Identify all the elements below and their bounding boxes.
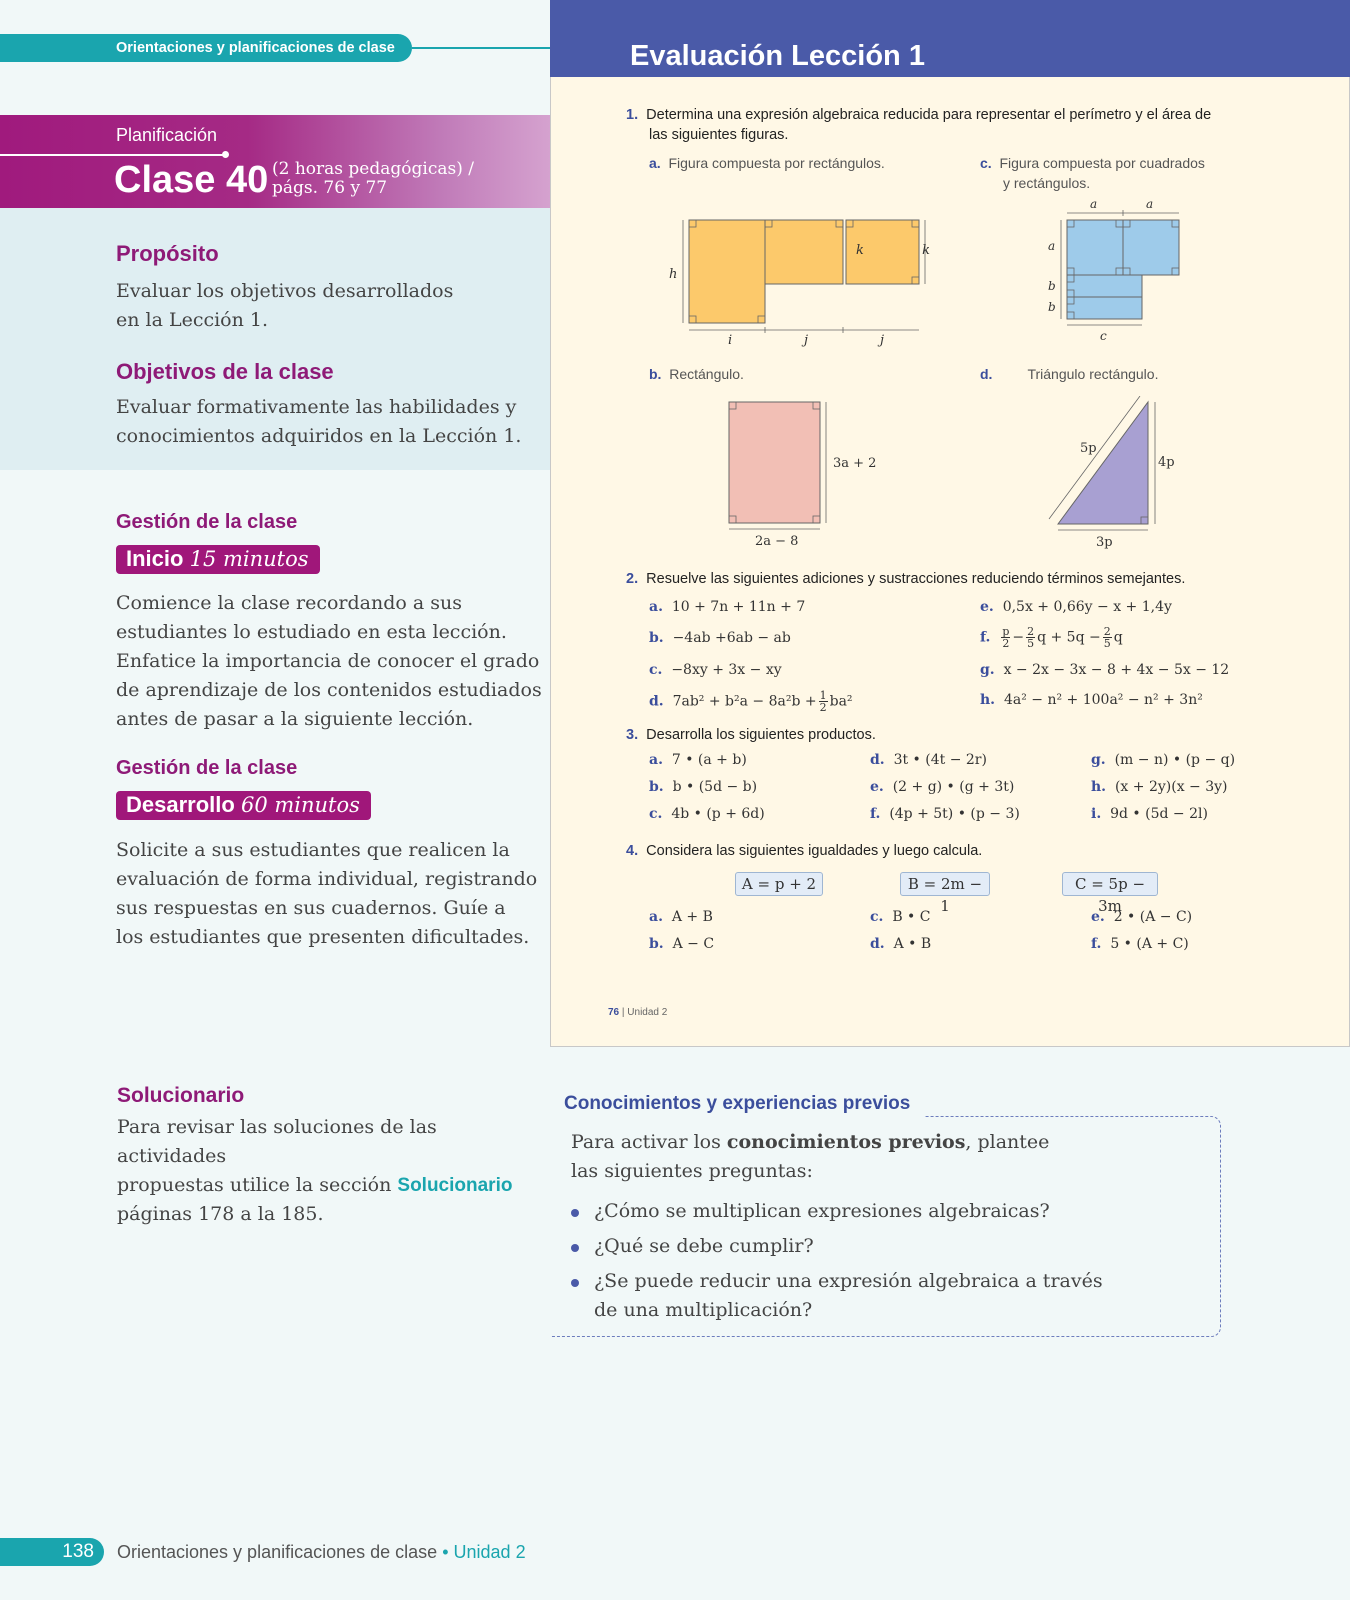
proposito-text: [116, 277, 453, 335]
figure-a: [660, 210, 930, 350]
fig-d-hyp: 5p: [1080, 441, 1097, 456]
figure-c: [1040, 196, 1200, 346]
pill-time: 15 minutos: [189, 547, 309, 571]
section-tab: Orientaciones y planificaciones de clase: [0, 34, 412, 62]
gestion1-text: [116, 589, 542, 734]
q3g: g. (m − n) • (p − q): [1091, 752, 1236, 768]
q3c: c. 4b • (p + 6d): [649, 806, 765, 822]
gestion1-line: Enfatice la importancia de conocer el grado: [116, 650, 540, 672]
objetivos-text: [116, 393, 521, 451]
figure-d: [1040, 396, 1180, 552]
gestion-title: Gestión de la clase: [116, 757, 298, 779]
conocimientos-intro: Para activar los conocimientos previos, plantee las siguientes preguntas:: [571, 1131, 1050, 1182]
question-item: ¿Se puede reducir una expresión algebraica a través de una multiplicación?: [594, 1270, 1103, 1321]
bullet-icon: [571, 1209, 579, 1217]
question-item: ¿Qué se debe cumplir?: [594, 1235, 814, 1257]
q2h: h. 4a² − n² + 100a² − n² + 3n²: [980, 692, 1203, 708]
fig-a-rect2: [765, 220, 843, 284]
fig-b-base: 2a − 8: [755, 534, 799, 549]
fig-c-c: c: [1100, 329, 1107, 343]
gestion1-line: estudiantes lo estudiado en esta lección.: [116, 621, 507, 643]
q1b-label: b. Rectángulo.: [649, 366, 744, 382]
solucionario-title: Solucionario: [117, 1084, 245, 1107]
section-tab-rule: [412, 47, 550, 49]
q1d-label: d. Triángulo rectángulo.: [980, 366, 1159, 382]
bullet-icon: [571, 1244, 579, 1252]
fig-a-i: i: [728, 333, 733, 348]
pill-label: Inicio: [126, 546, 184, 571]
q4-statement: 4. Considera las siguientes igualdades y luego calcula.: [626, 843, 983, 859]
proposito-line: en la Lección 1.: [116, 309, 269, 331]
fig-b-side: 3a + 2: [833, 456, 877, 471]
q2d: d. 7ab² + b²a − 8a²b + $\frac{1}{2}$ ba²: [649, 689, 853, 714]
solucionario-line: propuestas utilice la sección Solucionario: [117, 1174, 513, 1196]
q2a: a. 10 + 7n + 11n + 7: [649, 599, 806, 615]
gestion2-line: los estudiantes que presenten dificultades.: [116, 926, 530, 948]
fig-a-k: k: [856, 243, 864, 258]
fig-a-rect1: [689, 220, 765, 323]
solucionario-line: Para revisar las soluciones de las actividades: [117, 1116, 437, 1167]
q3d: d. 3t • (4t − 2r): [870, 752, 987, 768]
gestion2-line: Solicite a sus estudiantes que realicen la: [116, 839, 510, 861]
q3b: b. b • (5d − b): [649, 779, 758, 795]
q1-text2: las siguientes figuras.: [649, 127, 789, 143]
equation-a: A = p + 2: [735, 872, 823, 896]
objetivos-line: Evaluar formativamente las habilidades y: [116, 396, 517, 418]
proposito-line: Evaluar los objetivos desarrollados: [116, 280, 454, 302]
solucionario-line: páginas 178 a la 185.: [117, 1203, 324, 1225]
equation-b: B = 2m − 1: [900, 872, 990, 896]
q4a: a. A + B: [649, 909, 713, 925]
q2f: f. $\frac{p}{2}$ − $\frac{2}{5}$ q + 5q − $\frac{2}{5}$ q: [980, 625, 1123, 650]
inicio-pill: [116, 545, 320, 574]
q3a: a. 7 • (a + b): [649, 752, 747, 768]
fig-a-h: h: [669, 267, 678, 282]
q3i: i. 9d • (5d − 2l): [1091, 806, 1208, 822]
q2b: b. −4ab +6ab − ab: [649, 630, 791, 646]
equation-c: C = 5p − 3m: [1062, 872, 1158, 896]
gestion2-line: evaluación de forma individual, registrando: [116, 868, 538, 890]
q1-statement: [626, 105, 1211, 145]
q2e: e. 0,5x + 0,66y − x + 1,4y: [980, 599, 1172, 615]
q4c: c. B • C: [870, 909, 931, 925]
clase-subtitle: [272, 160, 474, 198]
student-page-number: 76: [608, 1007, 620, 1018]
fig-a-j: j: [880, 333, 885, 348]
bullet-icon: [571, 1279, 579, 1287]
gestion2-line: sus respuestas en sus cuadernos. Guíe a: [116, 897, 506, 919]
proposito-title: Propósito: [116, 241, 219, 266]
q3f: f. (4p + 5t) • (p − 3): [870, 806, 1020, 822]
objetivos-line: conocimientos adquiridos en la Lección 1.: [116, 425, 522, 447]
gestion-title: Gestión de la clase: [116, 511, 298, 533]
fig-d-base: 3p: [1096, 535, 1113, 550]
footer-text: Orientaciones y planificaciones de clase • Unidad 2: [117, 1542, 526, 1562]
q4d: d. A • B: [870, 936, 932, 952]
q4f: f. 5 • (A + C): [1091, 936, 1189, 952]
q1-text: Determina una expresión algebraica reducida para representar el perímetro y el área de: [646, 107, 1212, 123]
q2-statement: 2. Resuelve las siguientes adiciones y sustracciones reduciendo términos semejantes.: [626, 571, 1186, 587]
pill-label: Desarrollo: [126, 792, 235, 817]
q2c: c. −8xy + 3x − xy: [649, 662, 782, 678]
fig-c-a: a: [1090, 197, 1098, 211]
gestion2-text: [116, 836, 537, 952]
gestion1-line: Comience la clase recordando a sus: [116, 592, 462, 614]
plan-rule: [0, 154, 226, 156]
q4b: b. A − C: [649, 936, 715, 952]
clase-title: Clase 40: [114, 159, 269, 201]
fig-c-b: b: [1048, 300, 1056, 314]
conocimientos-tab: Conocimientos y experiencias previos: [550, 1087, 924, 1121]
fig-a-k: k: [922, 243, 930, 258]
q3h: h. (x + 2y)(x − 3y): [1091, 779, 1228, 795]
fig-a-j: j: [804, 333, 809, 348]
gestion1-line: antes de pasar a la siguiente lección.: [116, 708, 474, 730]
clase-pages: págs. 76 y 77: [272, 178, 388, 198]
gestion1-line: de aprendizaje de los contenidos estudiados: [116, 679, 542, 701]
plan-label: Planificación: [116, 125, 218, 145]
q1-number: 1.: [626, 107, 639, 123]
desarrollo-pill: [116, 791, 371, 820]
plan-rule-dot: [222, 151, 229, 158]
fig-c-a: a: [1146, 197, 1154, 211]
footer-separator: |: [621, 1007, 625, 1018]
clase-hours: (2 horas pedagógicas) /: [272, 159, 474, 179]
q4e: e. 2 • (A − C): [1091, 909, 1193, 925]
q3-statement: 3. Desarrolla los siguientes productos.: [626, 727, 876, 743]
fig-c-a: a: [1048, 239, 1056, 253]
page-number: 138: [0, 1538, 104, 1566]
fig-d-leg: 4p: [1158, 455, 1175, 470]
question-item: ¿Cómo se multiplican expresiones algebraicas?: [594, 1200, 1050, 1222]
fig-c-b: b: [1048, 279, 1056, 293]
pill-time: 60 minutos: [240, 793, 360, 817]
q1a-label: a. Figura compuesta por rectángulos.: [649, 155, 885, 171]
solucionario-link[interactable]: Solucionario: [397, 1175, 513, 1196]
student-page-footer: [608, 1007, 667, 1018]
q1c-label: c. Figura compuesta por cuadrados y rectángulos.: [980, 155, 1205, 191]
student-page-unit: Unidad 2: [627, 1007, 668, 1018]
objetivos-title: Objetivos de la clase: [116, 359, 334, 384]
q2g: g. x − 2x − 3x − 8 + 4x − 5x − 12: [980, 662, 1230, 678]
q3e: e. (2 + g) • (g + 3t): [870, 779, 1015, 795]
figure-b: [720, 396, 880, 552]
page-title: Evaluación Lección 1: [630, 40, 925, 72]
solucionario-text: [117, 1113, 537, 1229]
